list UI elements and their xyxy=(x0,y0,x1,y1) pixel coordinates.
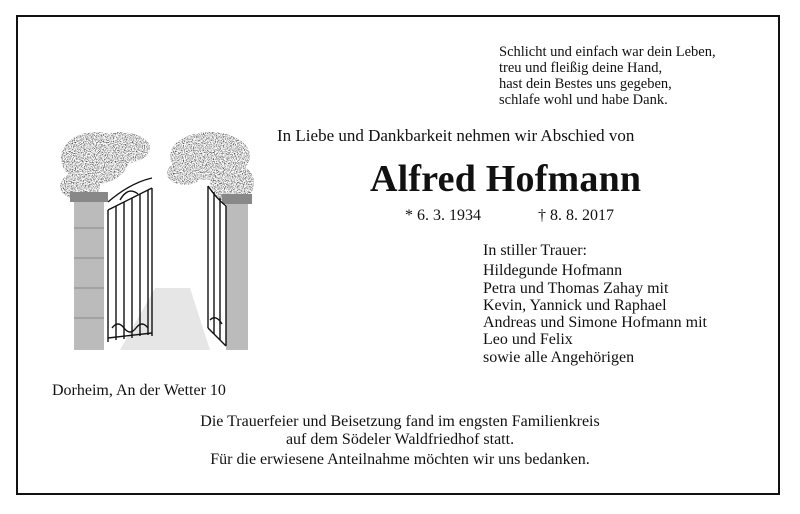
farewell-intro: In Liebe und Dankbarkeit nehmen wir Abschied von xyxy=(277,126,635,145)
closing-line: auf dem Södeler Waldfriedhof statt. xyxy=(285,431,515,448)
poem-line: treu und fleißig deine Hand, xyxy=(499,60,663,76)
death-date: † 8. 8. 2017 xyxy=(538,207,614,224)
poem-line: hast dein Bestes uns gegeben, xyxy=(499,76,672,92)
mourner-line: Andreas und Simone Hofmann mit xyxy=(483,314,707,332)
poem-line: schlafe wohl und habe Dank. xyxy=(499,92,668,108)
mourner-line: Leo und Felix xyxy=(483,331,573,349)
closing-text xyxy=(100,413,700,469)
mourner-line: Petra und Thomas Zahay mit xyxy=(483,279,669,297)
mourners-list xyxy=(483,242,707,366)
poem-line: Schlicht und einfach war dein Leben, xyxy=(499,44,716,60)
garden-gate-illustration xyxy=(60,128,254,358)
mourner-line: sowie alle Angehörigen xyxy=(483,348,635,366)
mourner-line: Kevin, Yannick und Raphael xyxy=(483,296,667,314)
mourners-heading: In stiller Trauer: xyxy=(483,242,587,259)
poem xyxy=(499,44,716,108)
mourner-line: Hildegunde Hofmann xyxy=(483,262,623,280)
closing-line: Für die erwiesene Anteilnahme möchten wir uns bedanken. xyxy=(210,451,590,468)
address: Dorheim, An der Wetter 10 xyxy=(52,382,226,399)
closing-line: Die Trauerfeier und Beisetzung fand im engsten Familienkreis xyxy=(200,413,600,430)
deceased-name: Alfred Hofmann xyxy=(370,158,642,200)
birth-date: * 6. 3. 1934 xyxy=(405,207,481,224)
